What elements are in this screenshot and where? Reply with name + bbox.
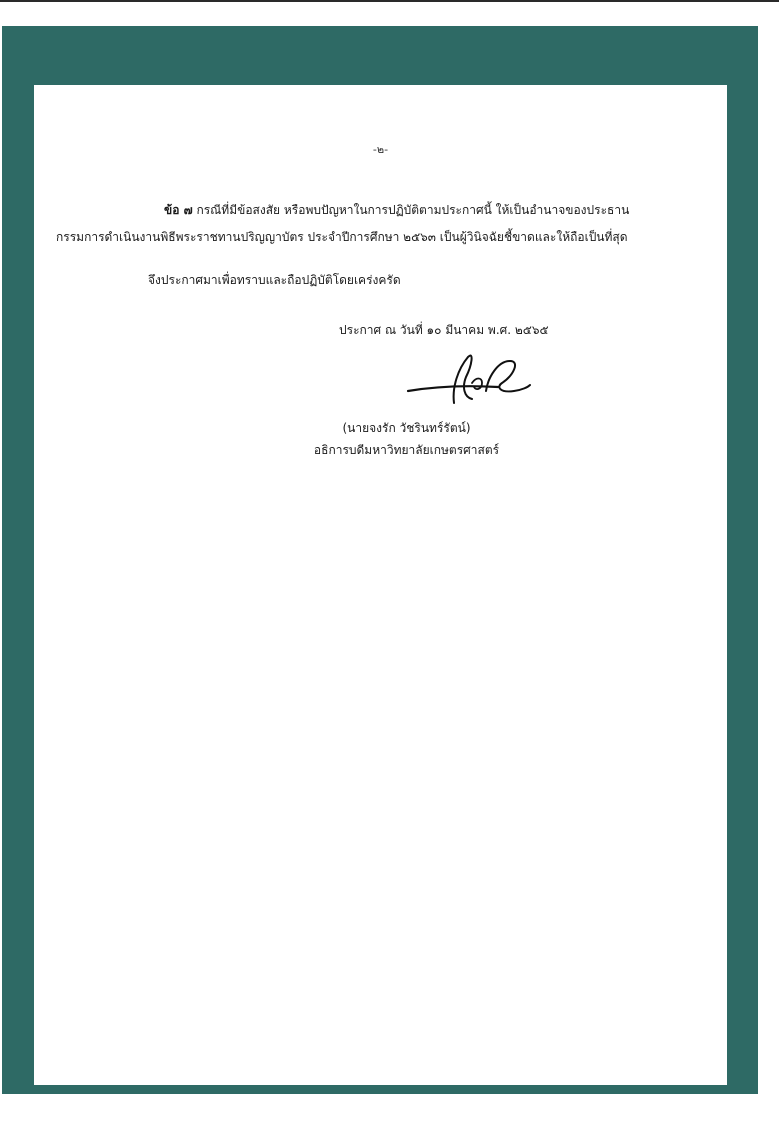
announcement-date: ประกาศ ณ วันที่ ๑๐ มีนาคม พ.ศ. ๒๕๖๕ xyxy=(339,323,549,337)
clause-text-1: กรณีที่มีข้อสงสัย หรือพบปัญหาในการปฏิบัติตามประกาศนี้ ให้เป็นอำนาจของประธาน xyxy=(196,203,630,217)
top-divider xyxy=(0,0,779,2)
closing-statement: จึงประกาศมาเพื่อทราบและถือปฏิบัติโดยเคร่งครัด xyxy=(148,273,401,287)
signer-name: (นายจงรัก วัชรินทร์รัตน์) xyxy=(342,421,471,435)
page-number: -๒- xyxy=(372,143,389,156)
document-frame xyxy=(2,26,758,1094)
signature-image xyxy=(402,347,532,409)
clause-line-1 xyxy=(64,197,709,224)
clause-label: ข้อ ๗ xyxy=(164,203,193,217)
clause-7 xyxy=(56,197,709,251)
document-page xyxy=(34,85,727,1085)
clause-line-2: กรรมการดำเนินงานพิธีพระราชทานปริญญาบัตร ประจำปีการศึกษา ๒๕๖๓ เป็นผู้วินิจฉัยชี้ขาดและให้ถือเป็นที่สุด xyxy=(56,230,628,244)
signer-title: อธิการบดีมหาวิทยาลัยเกษตรศาสตร์ xyxy=(313,443,500,457)
